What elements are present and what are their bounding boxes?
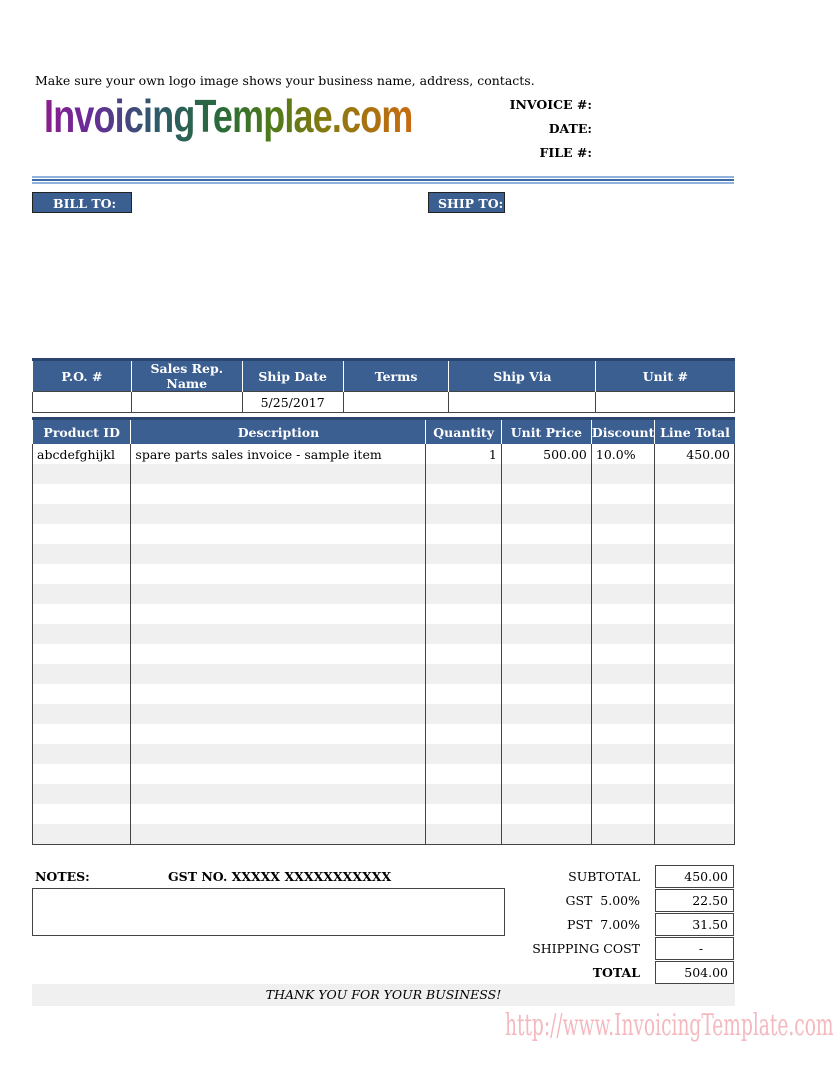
empty-cell[interactable] [131, 544, 426, 564]
empty-cell[interactable] [426, 564, 501, 584]
empty-cell[interactable] [655, 824, 735, 845]
file-number-label: FILE #: [539, 145, 592, 160]
table-row [33, 464, 735, 484]
table-row [33, 704, 735, 724]
empty-cell[interactable] [131, 684, 426, 704]
description-header: Description [131, 419, 426, 445]
empty-cell[interactable] [33, 584, 131, 604]
empty-cell[interactable] [655, 564, 735, 584]
empty-cell[interactable] [591, 504, 655, 524]
notes-field[interactable] [32, 888, 505, 936]
empty-cell[interactable] [501, 604, 591, 624]
logo-note: Make sure your own logo image shows your business name, address, contacts. [35, 73, 535, 88]
empty-cell[interactable] [426, 744, 501, 764]
empty-cell[interactable] [131, 484, 426, 504]
empty-cell[interactable] [501, 644, 591, 664]
bill-to-label: BILL TO: [32, 192, 132, 213]
gst-value: 22.50 [655, 889, 734, 912]
terms-header: Terms [343, 360, 449, 392]
empty-cell[interactable] [131, 804, 426, 824]
empty-cell[interactable] [501, 524, 591, 544]
empty-cell[interactable] [591, 724, 655, 744]
empty-cell[interactable] [591, 684, 655, 704]
table-row [33, 544, 735, 564]
empty-cell[interactable] [33, 504, 131, 524]
empty-cell[interactable] [501, 484, 591, 504]
empty-cell[interactable] [591, 804, 655, 824]
empty-cell[interactable] [501, 504, 591, 524]
empty-cell[interactable] [426, 524, 501, 544]
subtotal-value: 450.00 [655, 865, 734, 888]
empty-cell[interactable] [33, 724, 131, 744]
empty-cell[interactable] [33, 624, 131, 644]
empty-cell[interactable] [501, 624, 591, 644]
empty-cell[interactable] [655, 804, 735, 824]
empty-cell[interactable] [426, 804, 501, 824]
empty-cell[interactable] [591, 544, 655, 564]
empty-cell[interactable] [426, 584, 501, 604]
empty-cell[interactable] [426, 544, 501, 564]
empty-cell[interactable] [655, 724, 735, 744]
empty-cell[interactable] [501, 784, 591, 804]
table-row [33, 764, 735, 784]
empty-cell[interactable] [33, 664, 131, 684]
empty-cell[interactable] [131, 584, 426, 604]
empty-cell[interactable] [501, 724, 591, 744]
ship-via-header: Ship Via [449, 360, 596, 392]
empty-cell[interactable] [591, 624, 655, 644]
divider-band [32, 182, 734, 184]
table-row [33, 804, 735, 824]
thank-you-message: THANK YOU FOR YOUR BUSINESS! [32, 984, 735, 1006]
empty-cell[interactable] [501, 684, 591, 704]
empty-cell[interactable] [426, 464, 501, 484]
gst-row [500, 889, 735, 913]
empty-cell[interactable] [33, 744, 131, 764]
empty-cell[interactable] [131, 504, 426, 524]
empty-cell[interactable] [655, 704, 735, 724]
quantity-header: Quantity [426, 419, 501, 445]
table-row [33, 724, 735, 744]
sales-rep-cell[interactable] [131, 392, 242, 413]
empty-cell[interactable] [591, 704, 655, 724]
empty-cell[interactable] [591, 824, 655, 845]
empty-cell[interactable] [501, 744, 591, 764]
empty-cell[interactable] [426, 504, 501, 524]
total-label: TOTAL [592, 965, 640, 980]
empty-cell[interactable] [655, 664, 735, 684]
empty-cell[interactable] [33, 784, 131, 804]
product-id-header: Product ID [33, 419, 131, 445]
po-number-header: P.O. # [33, 360, 132, 392]
empty-cell[interactable] [655, 484, 735, 504]
empty-cell[interactable] [655, 504, 735, 524]
empty-cell[interactable] [33, 684, 131, 704]
empty-cell[interactable] [591, 764, 655, 784]
empty-cell[interactable] [131, 664, 426, 684]
table-row [33, 744, 735, 764]
empty-cell[interactable] [426, 484, 501, 504]
empty-cell[interactable] [426, 764, 501, 784]
empty-cell[interactable] [131, 724, 426, 744]
unit-price-header: Unit Price [501, 419, 591, 445]
table-row [33, 584, 735, 604]
table-row [33, 524, 735, 544]
empty-cell[interactable] [131, 704, 426, 724]
empty-cell[interactable] [501, 664, 591, 684]
empty-cell[interactable] [655, 544, 735, 564]
empty-cell[interactable] [501, 544, 591, 564]
table-row [33, 504, 735, 524]
table-row [33, 684, 735, 704]
empty-cell[interactable] [426, 704, 501, 724]
table-row [33, 664, 735, 684]
empty-cell[interactable] [501, 704, 591, 724]
date-label: DATE: [548, 121, 592, 136]
empty-cell[interactable] [655, 644, 735, 664]
empty-cell[interactable] [426, 624, 501, 644]
empty-cell[interactable] [426, 684, 501, 704]
empty-cell[interactable] [426, 784, 501, 804]
empty-cell[interactable] [131, 744, 426, 764]
empty-cell[interactable] [655, 744, 735, 764]
watermark-url: http://www.InvoicingTemplate.com [505, 1008, 834, 1043]
empty-cell[interactable] [131, 464, 426, 484]
order-info-table [32, 358, 735, 413]
empty-cell[interactable] [33, 644, 131, 664]
empty-cell[interactable] [426, 664, 501, 684]
table-row [33, 604, 735, 624]
discount-cell[interactable]: 10.0% [591, 444, 655, 464]
empty-cell[interactable] [33, 824, 131, 845]
empty-cell[interactable] [33, 544, 131, 564]
empty-cell[interactable] [33, 804, 131, 824]
table-row [33, 484, 735, 504]
ship-date-header: Ship Date [242, 360, 343, 392]
total-row [500, 961, 735, 985]
empty-cell[interactable] [655, 604, 735, 624]
pst-label: PST 7.00% [567, 917, 640, 932]
divider-band [32, 179, 734, 181]
empty-cell[interactable] [33, 464, 131, 484]
empty-cell[interactable] [591, 464, 655, 484]
invoice-number-label: INVOICE #: [509, 97, 592, 112]
empty-cell[interactable] [501, 584, 591, 604]
empty-cell[interactable] [591, 744, 655, 764]
unit-number-cell[interactable] [596, 392, 735, 413]
table-row [33, 784, 735, 804]
shipping-value[interactable]: - [655, 937, 734, 960]
unit-price-cell[interactable]: 500.00 [501, 444, 591, 464]
empty-cell[interactable] [655, 464, 735, 484]
empty-cell[interactable] [33, 764, 131, 784]
ship-date-cell[interactable]: 5/25/2017 [242, 392, 343, 413]
empty-cell[interactable] [655, 684, 735, 704]
table-row [33, 624, 735, 644]
empty-cell[interactable] [33, 484, 131, 504]
empty-cell[interactable] [33, 524, 131, 544]
table-row [33, 644, 735, 664]
empty-cell[interactable] [131, 564, 426, 584]
empty-cell[interactable] [501, 764, 591, 784]
notes-label: NOTES: [35, 869, 90, 884]
shipping-label: SHIPPING COST [532, 941, 640, 956]
sales-rep-header: Sales Rep. Name [131, 360, 242, 392]
unit-number-header: Unit # [596, 360, 735, 392]
empty-cell[interactable] [33, 704, 131, 724]
empty-cell[interactable] [591, 664, 655, 684]
empty-cell[interactable] [655, 784, 735, 804]
empty-cell[interactable] [426, 824, 501, 845]
subtotal-row [500, 865, 735, 889]
empty-cell[interactable] [426, 644, 501, 664]
empty-cell[interactable] [655, 524, 735, 544]
divider-band [32, 176, 734, 178]
empty-cell[interactable] [501, 824, 591, 845]
empty-cell[interactable] [131, 644, 426, 664]
empty-cell[interactable] [33, 564, 131, 584]
line-items-table [32, 417, 735, 845]
empty-cell[interactable] [591, 484, 655, 504]
discount-header: Discount [591, 419, 655, 445]
company-logo: InvoicingTemplae.com [44, 90, 413, 142]
terms-cell[interactable] [343, 392, 449, 413]
empty-cell[interactable] [655, 584, 735, 604]
empty-cell[interactable] [655, 624, 735, 644]
gst-label: GST 5.00% [565, 893, 640, 908]
empty-cell[interactable] [131, 604, 426, 624]
empty-cell[interactable] [591, 564, 655, 584]
gst-number: GST NO. XXXXX XXXXXXXXXXX [168, 869, 392, 884]
description-cell[interactable]: spare parts sales invoice - sample item [131, 444, 426, 464]
pst-row [500, 913, 735, 937]
empty-cell[interactable] [501, 804, 591, 824]
empty-cell[interactable] [131, 764, 426, 784]
table-row [33, 824, 735, 845]
empty-cell[interactable] [131, 624, 426, 644]
empty-cell[interactable] [591, 584, 655, 604]
empty-cell[interactable] [131, 524, 426, 544]
empty-cell[interactable] [591, 604, 655, 624]
line-total-header: Line Total [655, 419, 735, 445]
subtotal-label: SUBTOTAL [568, 869, 640, 884]
shipping-row [500, 937, 735, 961]
empty-cell[interactable] [33, 604, 131, 624]
ship-to-label: SHIP TO: [428, 192, 505, 213]
pst-value: 31.50 [655, 913, 734, 936]
empty-cell[interactable] [591, 644, 655, 664]
empty-cell[interactable] [501, 564, 591, 584]
empty-cell[interactable] [655, 764, 735, 784]
empty-cell[interactable] [131, 784, 426, 804]
ship-via-cell[interactable] [449, 392, 596, 413]
table-row [33, 444, 735, 464]
empty-cell[interactable] [501, 464, 591, 484]
empty-cell[interactable] [591, 524, 655, 544]
quantity-cell[interactable]: 1 [426, 444, 501, 464]
total-value: 504.00 [655, 961, 734, 984]
empty-cell[interactable] [591, 784, 655, 804]
empty-cell[interactable] [426, 724, 501, 744]
table-row [33, 564, 735, 584]
po-number-cell[interactable] [33, 392, 132, 413]
empty-cell[interactable] [131, 824, 426, 845]
product-id-cell[interactable]: abcdefghijkl [33, 444, 131, 464]
line-total-cell: 450.00 [655, 444, 735, 464]
empty-cell[interactable] [426, 604, 501, 624]
